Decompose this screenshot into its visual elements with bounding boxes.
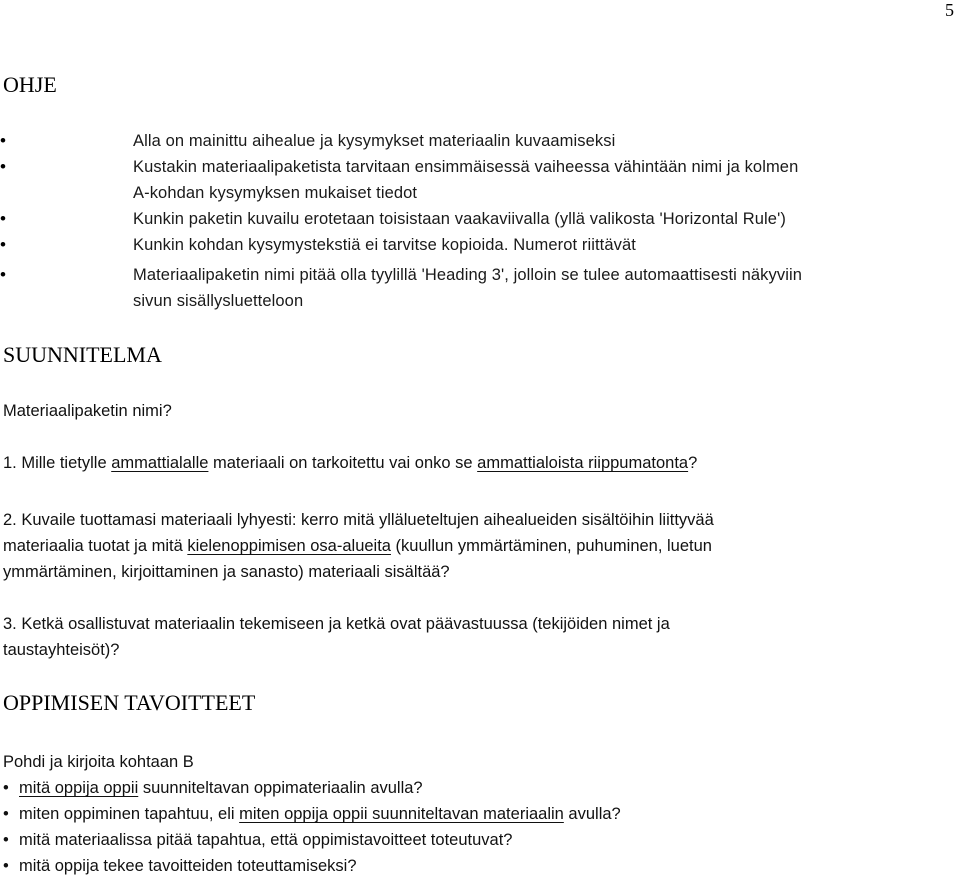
question-2: 2. Kuvaile tuottamasi materiaali lyhyesti: kerro mitä yllälueteltujen aihealueiden sisältöihin liittyvää materiaalia tuotat ja mitä kielenoppimisen osa-alueita (kuullun ymmärtäminen, puhuminen, luetun ymmärtäminen, kirjoittaminen ja sanasto) materiaali sisältää? [3, 511, 714, 581]
bullet-icon: • [0, 209, 6, 228]
page-number: 5 [945, 0, 954, 20]
instruction-line: Kunkin kohdan kysymystekstiä ei tarvitse kopioida. Numerot riittävät [133, 236, 636, 254]
instruction-line: Kunkin paketin kuvailu erotetaan toisistaan vaakaviivalla (yllä valikosta 'Horizontal Rule') [133, 210, 786, 228]
underlined-text: ammattialoista riippumatonta [477, 454, 689, 472]
instruction-line: A-kohdan kysymyksen mukaiset tiedot [133, 184, 418, 202]
bullet-icon: • [3, 857, 9, 875]
instruction-line: Kustakin materiaalipaketista tarvitaan ensimmäisessä vaiheessa vähintään nimi ja kolmen [133, 158, 799, 176]
instruction-line: sivun sisällysluetteloon [133, 292, 304, 310]
instruction-line: Alla on mainittu aihealue ja kysymykset materiaalin kuvaamiseksi [133, 132, 616, 150]
bullet-icon: • [3, 831, 9, 849]
goal-item-2: • miten oppiminen tapahtuu, eli miten oppija oppii suunniteltavan materiaalin avulla? [3, 801, 621, 827]
goal-item-3: • mitä materiaalissa pitää tapahtua, että oppimistavoitteet toteutuvat? [3, 827, 512, 853]
underlined-text: ammattialalle [111, 454, 209, 472]
name-question: Materiaalipaketin nimi? [3, 402, 172, 420]
underlined-text: mitä oppija oppii [19, 779, 139, 797]
underlined-text: kielenoppimisen osa-alueita [187, 537, 391, 555]
bullet-icon: • [0, 157, 6, 176]
question-3: 3. Ketkä osallistuvat materiaalin tekemiseen ja ketkä ovat päävastuussa (tekijöiden nimet ja taustayhteisöt)? [3, 615, 670, 659]
bullet-icon: • [0, 265, 6, 284]
suunnitelma-heading: SUUNNITELMA [3, 342, 162, 367]
ohje-heading: OHJE [3, 72, 57, 97]
bullet-icon: • [0, 131, 6, 150]
question-1: 1. Mille tietylle ammattialalle materiaali on tarkoitettu vai onko se ammattialoista riippumatonta? [3, 454, 698, 472]
goal-item-1: • mitä oppija oppii suunniteltavan oppimateriaalin avulla? [3, 775, 423, 801]
bullet-icon: • [3, 779, 9, 797]
instruction-line: Materiaalipaketin nimi pitää olla tyylillä 'Heading 3', jolloin se tulee automaattisesti näkyviin [133, 266, 803, 284]
goals-intro: Pohdi ja kirjoita kohtaan B [3, 753, 194, 771]
underlined-text: miten oppija oppii suunniteltavan materiaalin [239, 805, 564, 823]
bullet-icon: • [0, 235, 6, 254]
tavoitteet-heading: OPPIMISEN TAVOITTEET [3, 690, 256, 715]
bullet-icon: • [3, 805, 9, 823]
goal-item-4: • mitä oppija tekee tavoitteiden toteuttamiseksi? [3, 853, 357, 879]
